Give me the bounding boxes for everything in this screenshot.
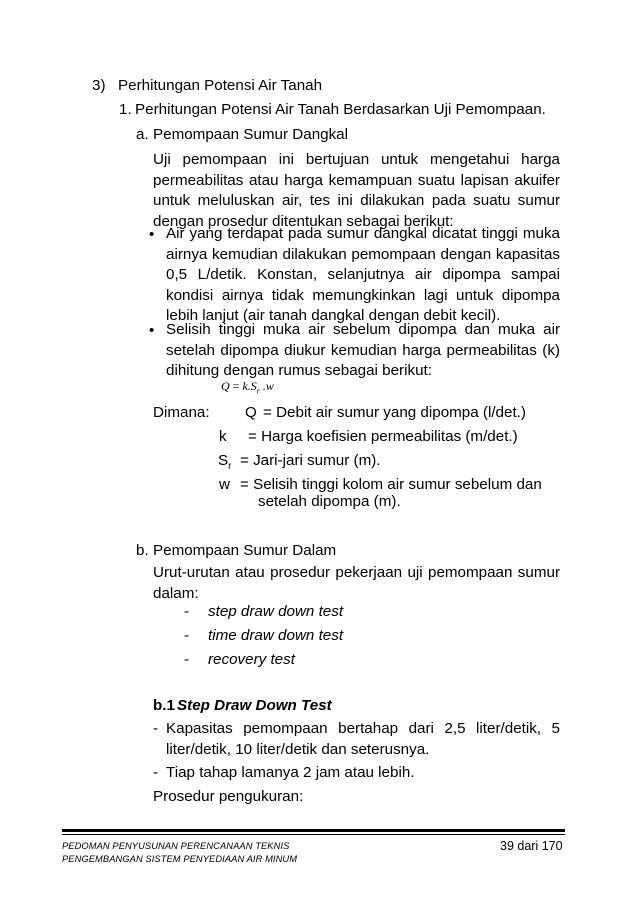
part-a-label: a. — [136, 126, 149, 143]
part-b1-item-1: Kapasitas pemompaan bertahap dari 2,5 liter/detik, 5 liter/detik, 10 liter/detik dan seterusnya. — [166, 720, 560, 758]
subsection-title: Perhitungan Potensi Air Tanah Berdasarkan Uji Pemompaan. — [135, 101, 546, 118]
formula-w: w — [265, 379, 274, 393]
formula-s-sub: r — [256, 386, 260, 396]
part-b-label: b. — [136, 542, 149, 559]
dash-item: recovery test — [208, 651, 295, 668]
definition-text: = Harga koefisien permeabilitas (m/det.) — [248, 428, 518, 445]
definition-text: = Debit air sumur yang dipompa (l/det.) — [263, 404, 526, 421]
definition-symbol: $S_r$ — [218, 452, 232, 473]
footer-rule — [62, 834, 565, 835]
definition-text-continued: setelah dipompa (m). — [258, 493, 401, 510]
part-b1-item-2: Tiap tahap lamanya 2 jam atau lebih. — [166, 764, 415, 781]
definition-symbol: Q — [245, 404, 257, 421]
dash: - — [184, 603, 190, 620]
page-number: 39 dari 170 — [500, 839, 563, 853]
formula-dot: . — [262, 379, 266, 393]
formula-dot: . — [247, 379, 251, 393]
dash: - — [184, 651, 190, 668]
bullet-icon: • — [149, 226, 155, 243]
footer-line-2: PENGEMBANGAN SISTEM PENYEDIAAN AIR MINUM — [62, 854, 298, 864]
definition-text: = Selisih tinggi kolom air sumur sebelum dan — [240, 476, 542, 493]
formula-s: S — [250, 379, 257, 393]
formula-equals: = — [232, 379, 240, 393]
part-b1-label: b.1 — [153, 697, 175, 714]
dash-item: time draw down test — [208, 627, 344, 644]
bullet-icon: • — [149, 322, 155, 339]
part-a-intro: Uji pemompaan ini bertujuan untuk mengetahui harga permeabilitas atau harga kemampuan suatu lapisan akuifer untuk meluluskan air, tes ini dilakukan pada suatu sumur dengan prosedur ditentukan sebagai berikut: — [153, 151, 560, 230]
section-number: 3) — [92, 77, 106, 94]
footer-line-1: PEDOMAN PENYUSUNAN PERENCANAAN TEKNIS — [62, 841, 290, 851]
section-title: Perhitungan Potensi Air Tanah — [118, 77, 323, 94]
footer-rule — [62, 829, 565, 832]
formula — [221, 379, 274, 395]
part-b-intro: Urut-urutan atau prosedur pekerjaan uji pemompaan sumur dalam: — [153, 564, 560, 602]
dash: - — [153, 720, 159, 737]
definition-symbol: k — [219, 428, 227, 445]
dash-item: step draw down test — [208, 603, 344, 620]
part-a-bullet-1: Air yang terdapat pada sumur dangkal dicatat tinggi muka airnya kemudian dilakukan pemompaan dengan kapasitas 0,5 L/detik. Konstan, selanjutnya air dipompa sampai kondisi airnya tidak memungkinkan lagi untuk dipompa lebih lanjut (air tanah dangkal dengan debit kecil). — [166, 225, 560, 324]
dash: - — [184, 627, 190, 644]
formula-k: k — [242, 379, 248, 393]
dash: - — [153, 764, 159, 781]
definition-symbol: w — [219, 476, 230, 493]
part-b1-title: Step Draw Down Test — [177, 697, 332, 714]
procedure-label: Prosedur pengukuran: — [153, 788, 304, 805]
part-a-bullet-2: Selisih tinggi muka air sebelum dipompa dan muka air setelah dipompa diukur kemudian harga permeabilitas (k) dihitung dengan rumus sebagai berikut: — [166, 321, 560, 379]
definition-text: = Jari-jari sumur (m). — [240, 452, 381, 469]
part-b-title: Pemompaan Sumur Dalam — [153, 542, 337, 559]
where-label: Dimana: — [153, 404, 210, 421]
part-a-title: Pemompaan Sumur Dangkal — [153, 126, 349, 143]
formula-q: Q — [221, 379, 230, 393]
subsection-number: 1. — [119, 101, 132, 118]
